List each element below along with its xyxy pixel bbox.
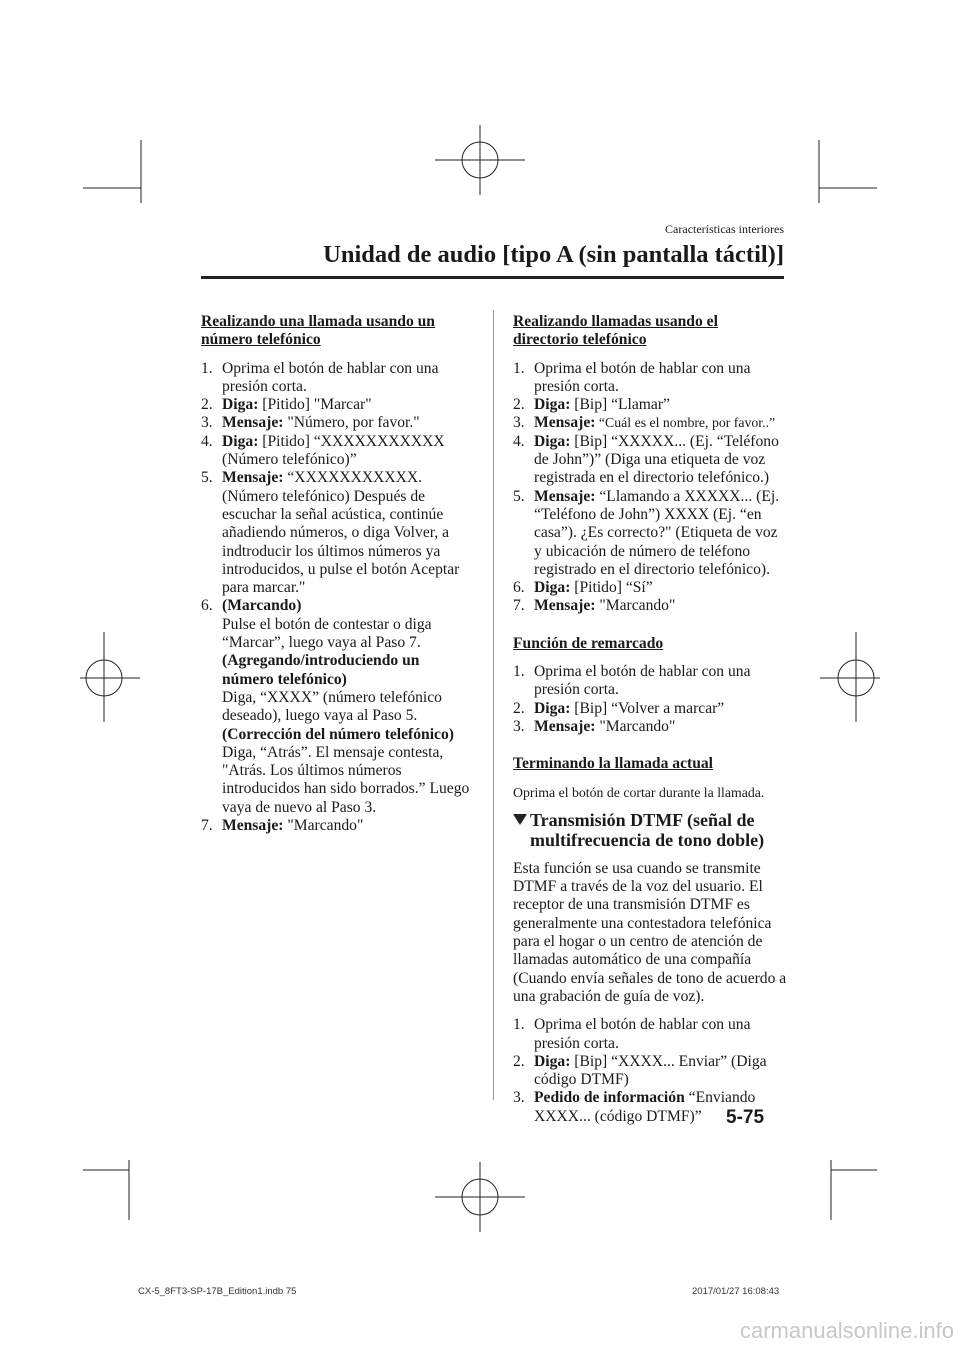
list-item: 2. Diga: [Bip] “Llamar”	[513, 396, 670, 414]
list-item: 3. Mensaje: “Cuál es el nombre, por favor..”	[513, 414, 776, 432]
end-call-heading: Terminando la llamada actual	[513, 755, 713, 773]
left-heading: Realizando una llamada usando un número telefónico	[201, 313, 435, 349]
dtmf-body: Esta función se usa cuando se transmite DTMF a través de la voz del usuario. El receptor de una transmisión DTMF es generalmente una contestadora telefónica para el hogar o un centro de atención de llamadas automático de una compañía (Cuando envía señales de tono de acuerdo a una grabación de guía de voz).	[513, 859, 787, 1005]
redial-heading: Función de remarcado	[513, 634, 664, 652]
footer-timestamp: 2017/01/27 16:08:43	[692, 1286, 780, 1297]
list-item: 1. Oprima el botón de hablar con una presión corta.	[513, 663, 751, 699]
list-item: 1. Oprima el botón de hablar con una presión corta.	[513, 1016, 751, 1052]
left-steps	[201, 360, 473, 836]
list-item: 5. Mensaje: “XXXXXXXXXXX. (Número telefónico) Después de escuchar la señal acústica, continúe añadiendo números, o diga Volver, a indtroducir los últimos números ya introducidos, u pulse el botón Aceptar para marcar."	[201, 469, 460, 597]
list-item: 5. Mensaje: “Llamando a XXXXX... (Ej. “Teléfono de John”) XXXX (Ej. “en casa”). ¿Es correcto?" (Etiqueta de voz y ubicación de número de teléfono registrado en el directorio telefónico).	[513, 487, 780, 578]
list-item: 3. Mensaje: "Marcando"	[513, 717, 676, 735]
list-item: 7. Mensaje: "Marcando"	[201, 817, 364, 835]
list-item: 3. Mensaje: "Número, por favor."	[201, 414, 420, 432]
right-steps	[513, 360, 788, 616]
list-item: 1. Oprima el botón de hablar con una presión corta.	[201, 359, 439, 395]
dtmf-subheading: Transmisión DTMF (señal de multifrecuencia de tono doble)	[513, 810, 788, 850]
list-item: 6. Diga: [Pitido] “Sí”	[513, 579, 653, 597]
page-number: 5-75	[726, 1107, 765, 1128]
list-item: 2. Diga: [Bip] “XXXX... Enviar” (Diga código DTMF)	[513, 1052, 767, 1089]
title-rule	[201, 276, 784, 279]
list-item: 2. Diga: [Pitido] "Marcar"	[201, 396, 372, 414]
list-item: 2. Diga: [Bip] “Volver a marcar”	[513, 699, 725, 717]
list-item: 7. Mensaje: "Marcando"	[513, 597, 676, 615]
watermark: carmanualsonline.info	[739, 1318, 954, 1343]
left-column	[201, 313, 473, 835]
end-call-text: Oprima el botón de cortar durante la llamada.	[513, 784, 765, 800]
right-column	[513, 313, 788, 1126]
section-label: Características interiores	[665, 222, 784, 236]
list-item: 1. Oprima el botón de hablar con una presión corta.	[513, 359, 751, 395]
redial-steps	[513, 663, 788, 736]
registration-mark-right	[820, 632, 880, 722]
list-item: 6. (Marcando) Pulse el botón de contestar o diga “Marcar”, luego vaya al Paso 7. (Agregando/introduciendo un número telefónico) Diga, “XXXX” (número telefónico deseado), luego vaya al Paso 5. (Corrección del número telefónico) Diga, “Atrás”. El mensaje contesta, "Atrás. Los últimos números introducidos han sido borrados.” Luego vaya de nuevo al Paso 3.	[201, 597, 470, 816]
registration-mark-left	[80, 632, 140, 722]
footer-file: CX-5_8FT3-SP-17B_Edition1.indb 75	[138, 1286, 297, 1297]
right-heading: Realizando llamadas usando el directorio telefónico	[513, 313, 718, 349]
list-item: 3. Pedido de información “Enviando XXXX... (código DTMF)”	[513, 1089, 756, 1125]
list-item: 4. Diga: [Bip] “XXXXX... (Ej. “Teléfono de John”)” (Diga una etiqueta de voz registrada en el directorio telefónico.)	[513, 432, 779, 487]
registration-mark-bottom	[435, 1162, 525, 1232]
list-item: 4. Diga: [Pitido] “XXXXXXXXXXX (Número telefónico)”	[201, 432, 445, 469]
column-divider	[493, 310, 494, 1100]
page-title: Unidad de audio [tipo A (sin pantalla táctil)]	[323, 241, 784, 268]
registration-mark-top	[435, 125, 525, 195]
triangle-bullet-icon	[513, 814, 527, 825]
